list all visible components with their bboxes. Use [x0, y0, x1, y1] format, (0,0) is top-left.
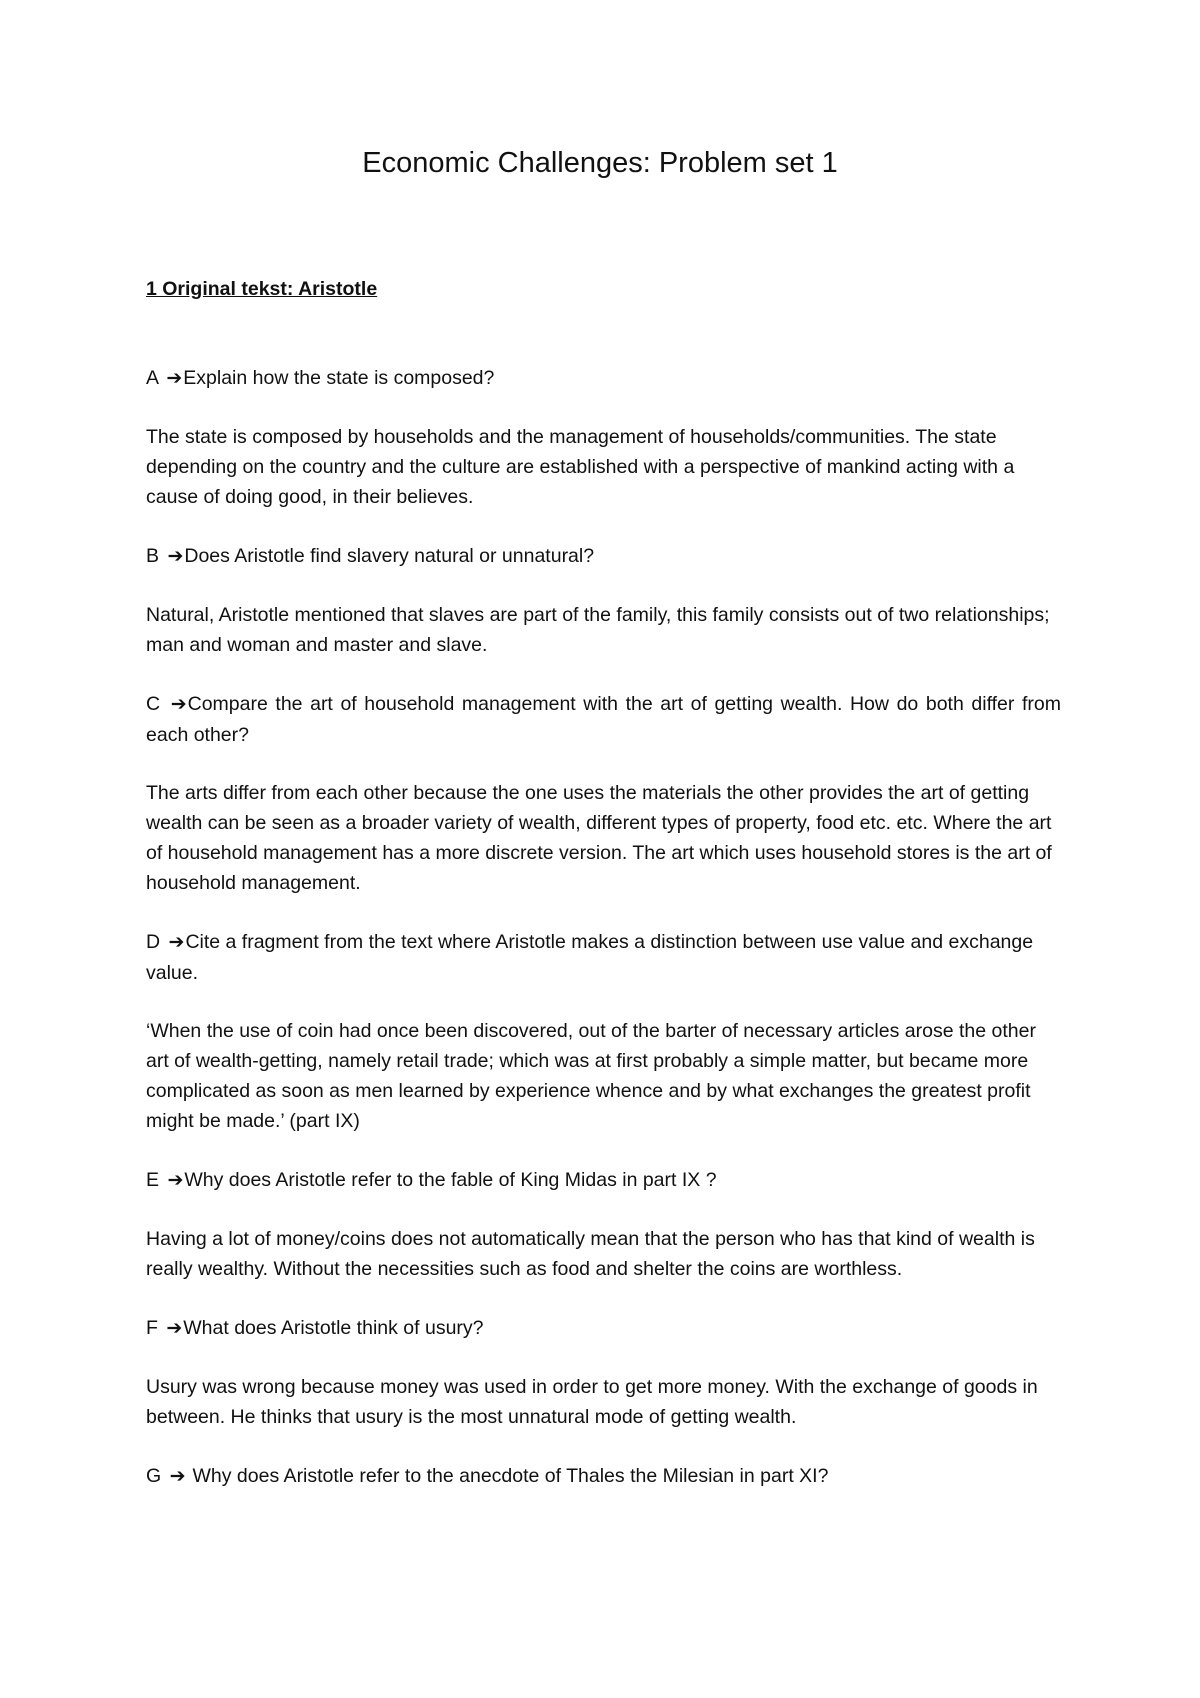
- answer-b: Natural, Aristotle mentioned that slaves are part of the family, this family consists out of two relationships; man and woman and master and slave.: [146, 604, 1050, 656]
- answer-d: ‘When the use of coin had once been discovered, out of the barter of necessary articles arose the other art of wealth-getting, namely retail trade; which was at first probably a simple matter, but became more complicated as soon as men learned by experience whence and by what exchanges the greatest profit might be made.’ (part IX): [146, 1020, 1036, 1132]
- question-letter: D: [146, 931, 161, 953]
- arrow-right-icon: ➔: [170, 694, 187, 715]
- arrow-right-icon: ➔: [167, 1170, 184, 1191]
- question-letter: C: [146, 693, 161, 715]
- answer-e: Having a lot of money/coins does not automatically mean that the person who has that kind of wealth is really wealthy. Without the necessities such as food and shelter the coins are worthless.: [146, 1228, 1035, 1280]
- question-text: What does Aristotle think of usury?: [183, 1317, 484, 1339]
- answer-a: The state is composed by households and the management of households/communities. The state depending on the country and the culture are established with a perspective of mankind acting with a cause of doing good, in their believes.: [146, 426, 1015, 508]
- answer-f: Usury was wrong because money was used in order to get more money. With the exchange of goods in between. He thinks that usury is the most unnatural mode of getting wealth.: [146, 1376, 1038, 1428]
- question-letter: G: [146, 1465, 162, 1487]
- document-title: Economic Challenges: Problem set 1: [362, 147, 838, 179]
- question-text: Compare the art of household management with the art of getting wealth. How do both differ from each other?: [146, 693, 1061, 746]
- answer-c: The arts differ from each other because the one uses the materials the other provides the art of getting wealth can be seen as a broader variety of wealth, different types of property, food etc. etc. Where the art of household management has a more discrete version. The art which uses household stores is the art of household management.: [146, 782, 1052, 894]
- arrow-right-icon: ➔: [169, 1466, 186, 1487]
- section-heading: 1 Original tekst: Aristotle: [146, 278, 378, 300]
- question-g: [146, 1461, 1061, 1492]
- question-e: [146, 1165, 1061, 1196]
- question-text: Why does Aristotle refer to the anecdote of Thales the Milesian in part XI?: [192, 1465, 829, 1487]
- question-letter: E: [146, 1169, 160, 1191]
- question-text: Explain how the state is composed?: [183, 367, 495, 389]
- arrow-right-icon: ➔: [166, 368, 183, 389]
- question-letter: B: [146, 545, 160, 567]
- question-d: [146, 927, 1061, 988]
- question-letter: F: [146, 1317, 158, 1339]
- question-text: Cite a fragment from the text where Aristotle makes a distinction between use value and exchange value.: [146, 931, 1034, 984]
- question-a: [146, 363, 1061, 394]
- question-letter: A: [146, 367, 158, 389]
- question-text: Does Aristotle find slavery natural or unnatural?: [184, 545, 595, 567]
- document-body: [146, 275, 1061, 1520]
- question-c: [146, 689, 1061, 750]
- arrow-right-icon: ➔: [168, 932, 185, 953]
- question-text: Why does Aristotle refer to the fable of King Midas in part IX ?: [184, 1169, 717, 1191]
- question-f: [146, 1313, 1061, 1344]
- arrow-right-icon: ➔: [167, 546, 184, 567]
- arrow-right-icon: ➔: [166, 1318, 183, 1339]
- question-b: [146, 541, 1061, 572]
